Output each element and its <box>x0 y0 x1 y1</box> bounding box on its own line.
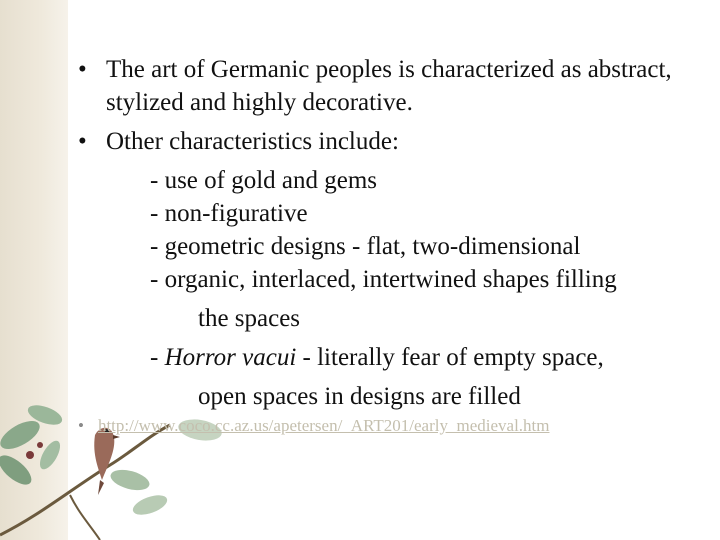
source-link-bullet <box>78 414 550 438</box>
bullet-text: Other characteristics include: <box>106 128 399 155</box>
source-link[interactable]: http://www.coco.cc.az.us/apetersen/_ART201/early_medieval.htm <box>97 416 550 435</box>
horror-dash: - <box>150 344 165 371</box>
bullet-marker: • <box>78 416 84 435</box>
horror-description: - literally fear of empty space, <box>296 344 604 371</box>
bullet-text: The art of Germanic peoples is characterized as abstract, stylized and highly decorative. <box>106 56 672 116</box>
slide-content <box>78 53 698 413</box>
sub-item-non-figurative: - non-figurative <box>150 200 308 227</box>
bullet-other-characteristics <box>78 125 698 158</box>
sub-item-organic: - organic, interlaced, intertwined shapes filling <box>150 266 617 293</box>
sub-item-gold: - use of gold and gems <box>150 167 378 194</box>
sub-item-geometric: - geometric designs - flat, two-dimensional <box>150 233 581 260</box>
sub-item-organic-continued: the spaces <box>198 305 301 332</box>
sub-item-horror-continued: open spaces in designs are filled <box>198 383 521 410</box>
bullet-marker: • <box>78 56 87 83</box>
bullet-germanic-art <box>78 53 698 119</box>
horror-vacui-term: Horror vacui <box>164 344 297 371</box>
sub-item-horror-vacui <box>78 341 698 374</box>
bullet-marker: • <box>78 128 87 155</box>
